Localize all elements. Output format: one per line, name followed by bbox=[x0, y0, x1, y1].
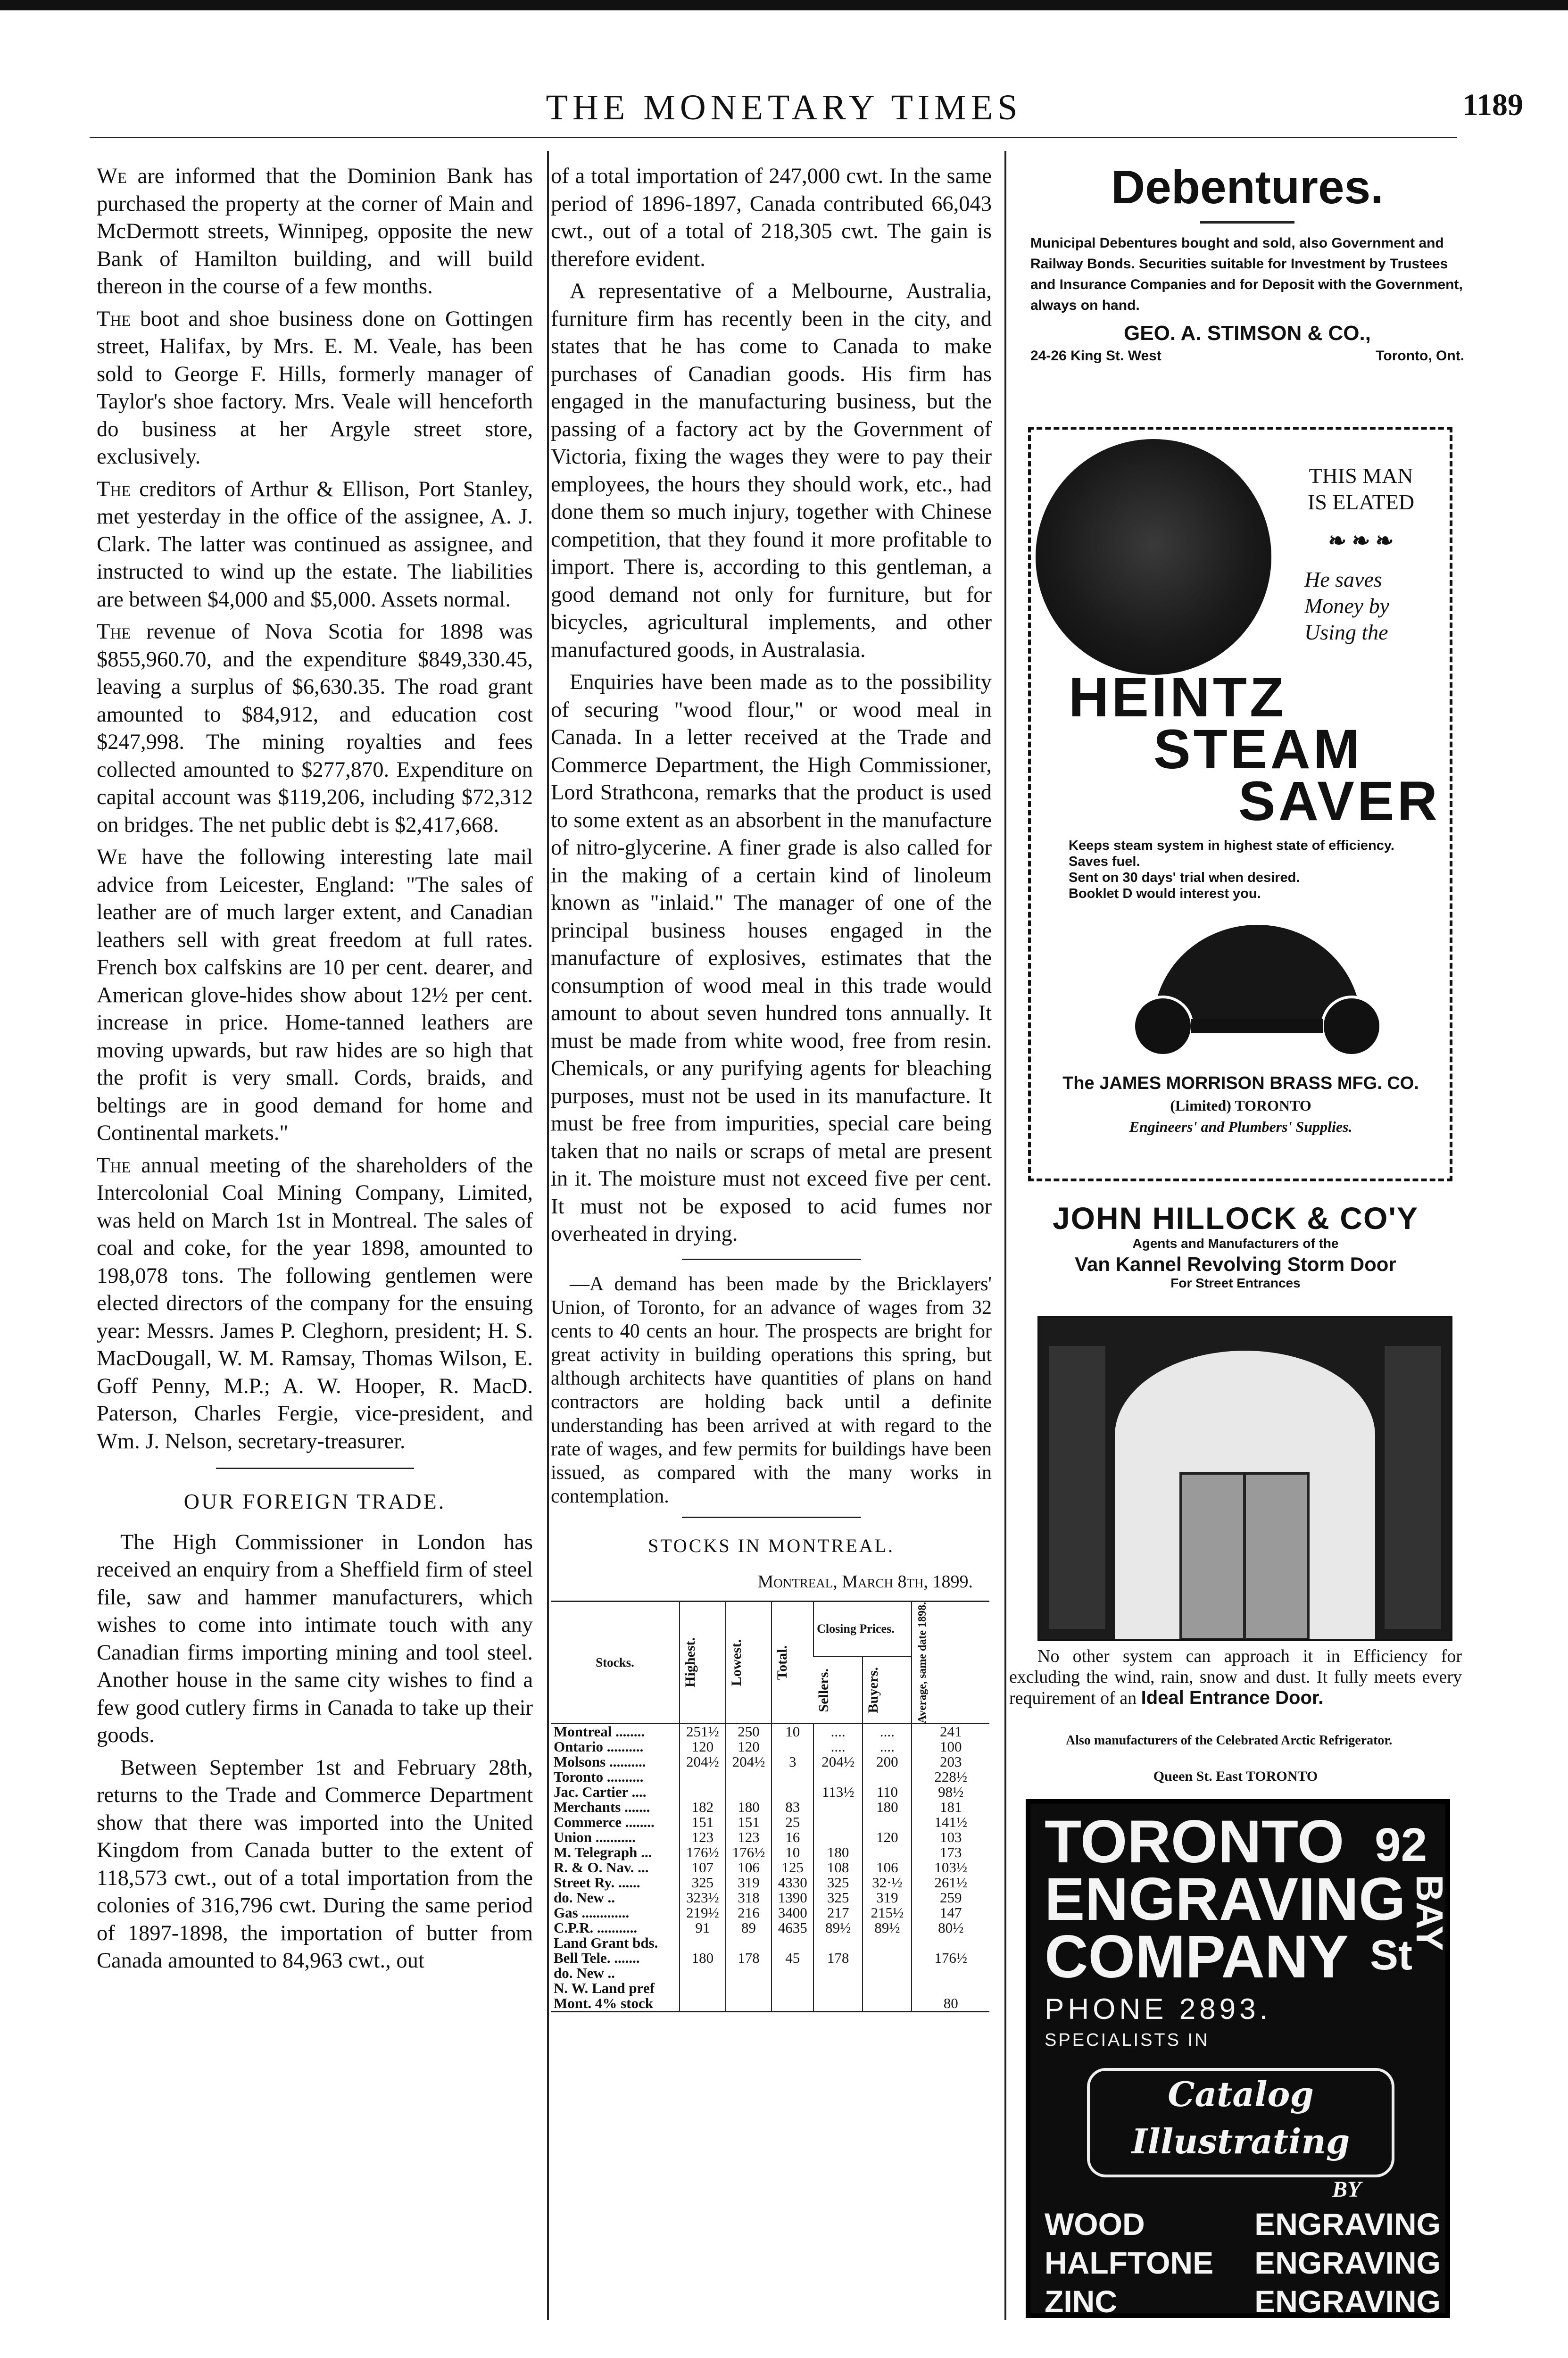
table-row bbox=[551, 1890, 989, 1905]
foreign-trade-heading: OUR FOREIGN TRADE. bbox=[183, 1489, 446, 1513]
stock-value bbox=[680, 1996, 726, 2012]
saves-line: He saves bbox=[1304, 567, 1382, 591]
article-paragraph: Enquiries have been made as to the possibility of securing "wood flour," or wood meal in Canada. In a letter received at the Trade and Commerce Department, the High Commissioner, Lord Strathcona, remarks that the product is used to some extent as an absorbent in the manufacture of nitro-glycerine. A finer grade is also called for in the making of a certain kind of linoleum known as "inlaid." The manager of one of the principal business houses engaged in the manufacture of explosives, estimates that the consumption of wood meal in this trade would amount to about seven hundred tons annually. It must be made from white wood, free from resin. Chemicals, or any purifying agents for bleaching purposes, must not be used in its manufacture. It must be free from impurities, special care being taken that no nails or scraps of metal are present in it. The moisture must not exceed five per cent. It must not be exposed to acid fumes nor overheated in drying. bbox=[551, 670, 992, 1246]
stock-value bbox=[863, 1966, 912, 1981]
storm-door-illustration bbox=[1037, 1316, 1452, 1641]
stock-value: 120 bbox=[863, 1830, 912, 1845]
engraving-bay: BAY bbox=[1409, 1875, 1451, 1951]
stock-value: 103 bbox=[912, 1830, 989, 1845]
stock-name: Montreal ........ bbox=[554, 1723, 645, 1740]
stock-value bbox=[813, 1769, 863, 1785]
lowest-col-header bbox=[726, 1601, 772, 1724]
table-row bbox=[551, 1905, 989, 1920]
stock-value: 228½ bbox=[912, 1769, 989, 1785]
lead-word: The bbox=[97, 307, 131, 331]
stock-name: Merchants ....... bbox=[554, 1798, 650, 1815]
hillock-for: For Street Entrances bbox=[1170, 1276, 1301, 1290]
stock-value bbox=[813, 1830, 863, 1845]
service-type: WOOD bbox=[1045, 2207, 1145, 2242]
stock-value bbox=[680, 1981, 726, 1996]
stock-value: 241 bbox=[912, 1724, 989, 1739]
sellers-col-header bbox=[813, 1657, 863, 1724]
toronto-engraving-ad bbox=[1026, 1799, 1450, 2318]
buyers-header: Buyers. bbox=[865, 1667, 881, 1713]
stock-value: 147 bbox=[912, 1905, 989, 1920]
stock-value: 10 bbox=[772, 1845, 813, 1860]
stock-value bbox=[680, 1769, 726, 1785]
stock-value: 141½ bbox=[912, 1815, 989, 1830]
stock-value: 180 bbox=[813, 1845, 863, 1860]
hillock-sub: Agents and Manufacturers of the bbox=[1132, 1236, 1339, 1251]
hillock-desc-bold: Ideal Entrance Door. bbox=[1141, 1687, 1324, 1708]
stocks-date: Montreal, March 8th, 1899. bbox=[757, 1572, 973, 1592]
stock-value: 203 bbox=[912, 1754, 989, 1769]
lead-word: We bbox=[97, 164, 127, 188]
sellers-header: Sellers. bbox=[816, 1668, 832, 1712]
stock-value: 261½ bbox=[912, 1875, 989, 1890]
stock-value: 325 bbox=[813, 1875, 863, 1890]
table-row bbox=[551, 1739, 989, 1754]
table-row bbox=[551, 1724, 989, 1739]
news-text: boot and shoe business done on Gottingen street, Halifax, by Mrs. E. M. Veale, has been sold to George F. Hills, formerly manager of Taylor's shoe factory. Mrs. Veale will henceforth do business at her Argyle street store, exclusively. bbox=[97, 307, 533, 469]
stock-value: 125 bbox=[772, 1860, 813, 1875]
service-type: HALFTONE bbox=[1045, 2245, 1214, 2280]
steam-word: STEAM bbox=[1153, 718, 1362, 780]
section-rule bbox=[216, 1468, 414, 1469]
stock-value: 173 bbox=[912, 1845, 989, 1860]
stock-value: 80½ bbox=[912, 1920, 989, 1935]
news-text: annual meeting of the shareholders of the Intercolonial Coal Mining Company, Limited, was held on March 1st in Montreal. The sales of coal and coke, for the year 1898, amounted to 198,078 tons. The following gentlemen were elected directors of the company for the ensuing year: Messrs. James P. Cleghorn, president; H. S. MacDougall, W. M. Ramsay, Thomas Wilson, E. Goff Penny, M.P.; A. W. Hooper, R. MacD. Paterson, Charles Fergie, vice-president, and Wm. J. Nelson, secretary-treasurer. bbox=[97, 1153, 533, 1453]
stock-value: 204½ bbox=[680, 1754, 726, 1769]
news-item bbox=[97, 476, 533, 614]
hillock-title: JOHN HILLOCK & CO'Y bbox=[1052, 1201, 1419, 1236]
stock-value bbox=[772, 1996, 813, 2012]
stock-value: 176½ bbox=[912, 1951, 989, 1966]
stock-name: Ontario .......... bbox=[554, 1738, 644, 1755]
debentures-ad bbox=[1030, 160, 1464, 364]
hillock-description bbox=[1009, 1646, 1462, 1709]
engraving-services bbox=[1045, 2205, 1441, 2321]
stock-value bbox=[863, 1935, 912, 1951]
stock-name: Bell Tele. ....... bbox=[554, 1949, 640, 1966]
news-text: have the following interesting late mail advice from Leicester, England: "The sales of leather are of much larger extent, and Canadian leathers sell with great freedom at full rates. French box calfskins are 10 per cent. dearer, and American glove-hides show about 12½ per cent. increase in price. Home-tanned leathers are moving upwards, but raw hides are so high that the profit is very small. Cords, braids, and beltings are in good demand for home and Continental markets." bbox=[97, 845, 533, 1145]
engraving-line: COMPANY bbox=[1045, 1923, 1349, 1991]
stock-name: Union ........... bbox=[554, 1828, 636, 1845]
man-portrait bbox=[1036, 439, 1271, 675]
total-col-header bbox=[772, 1601, 813, 1724]
service-row bbox=[1045, 2282, 1441, 2321]
column-rule-2 bbox=[1004, 151, 1006, 2320]
stock-value: 25 bbox=[772, 1815, 813, 1830]
stock-value: 319 bbox=[726, 1875, 772, 1890]
article-paragraph: A representative of a Melbourne, Australia, furniture firm has recently been in the city, and states that he has come to Canada to make purchases of Canadian goods. His firm has engaged in the manufacturing business, but the passing of a factory act by the Government of Victoria, fixing the wages they were to pay their employees, the hours they should work, etc., had done them so much injury, together with Chinese competition, that they found it more profitable to import. There is, according to this gentleman, a good demand not only for furniture, but for bicycles, agricultural implements, and other manufactured goods, in Australasia. bbox=[551, 279, 992, 662]
stock-value: 110 bbox=[863, 1785, 912, 1800]
hillock-also: Also manufacturers of the Celebrated Arctic Refrigerator. bbox=[1066, 1733, 1393, 1748]
stock-name: Commerce ........ bbox=[554, 1813, 655, 1830]
stocks-heading: STOCKS IN MONTREAL. bbox=[647, 1535, 895, 1556]
table-row bbox=[551, 1981, 989, 1996]
stock-value: 123 bbox=[726, 1830, 772, 1845]
column-rule-1 bbox=[547, 151, 549, 2320]
stock-value: 80 bbox=[912, 1996, 989, 2012]
stock-value bbox=[680, 1785, 726, 1800]
saves-line: Money by bbox=[1304, 594, 1390, 618]
stock-value: 178 bbox=[726, 1951, 772, 1966]
lowest-header: Lowest. bbox=[728, 1639, 744, 1686]
news-item bbox=[97, 1152, 533, 1456]
debentures-address: 24-26 King St. West bbox=[1030, 348, 1161, 364]
lead-word: The bbox=[97, 477, 131, 501]
news-item bbox=[97, 618, 533, 839]
hillock-address: Queen St. East TORONTO bbox=[1153, 1768, 1318, 1784]
table-row bbox=[551, 1920, 989, 1935]
heintz-steam-saver-ad bbox=[1028, 427, 1452, 1181]
stock-value: 151 bbox=[726, 1815, 772, 1830]
stock-value bbox=[912, 1966, 989, 1981]
stock-value: 216 bbox=[726, 1905, 772, 1920]
news-text: creditors of Arthur & Ellison, Port Stanley, met yesterday in the office of the assignee, A. J. Clark. The latter was continued as assignee, and instructed to wind up the estate. The liabilities are between $4,000 and $5,000. Assets normal. bbox=[97, 477, 533, 612]
stock-value bbox=[863, 1981, 912, 1996]
lead-word: The bbox=[97, 620, 131, 644]
highest-header: Highest. bbox=[682, 1637, 698, 1688]
middle-column bbox=[551, 163, 992, 2012]
foreign-trade-paragraph: The High Commissioner in London has received an enquiry from a Sheffield firm of steel file, saw and hammer manufacturers, which wishes to come into intimate touch with any Canadian firms importing mining and tool steel. Another house in the same city wishes to find a few good cutlery firms in Canada to take up their goods. bbox=[97, 1530, 533, 1747]
stock-value bbox=[813, 1935, 863, 1951]
stock-name: Jac. Cartier .... bbox=[554, 1783, 647, 1800]
table-row bbox=[551, 1754, 989, 1769]
stock-value: 120 bbox=[680, 1739, 726, 1754]
stock-value: 91 bbox=[680, 1920, 726, 1935]
service-kind: ENGRAVING bbox=[1254, 2284, 1441, 2319]
catalog-illustrating-scroll: Catalog Illustrating bbox=[1087, 2068, 1394, 2177]
page-number: 1189 bbox=[1462, 88, 1523, 122]
section-rule bbox=[682, 1517, 861, 1518]
stock-name: Toronto .......... bbox=[554, 1768, 644, 1785]
table-row bbox=[551, 1769, 989, 1785]
header-rule bbox=[90, 137, 1457, 138]
engraving-number: 92 bbox=[1375, 1818, 1427, 1871]
table-row bbox=[551, 1951, 989, 1966]
stock-value: 219½ bbox=[680, 1905, 726, 1920]
ornament: ❧ ❧ ❧ bbox=[1328, 529, 1394, 553]
news-item bbox=[97, 844, 533, 1147]
service-row bbox=[1045, 2243, 1441, 2282]
stock-value bbox=[863, 1815, 912, 1830]
stock-value: 180 bbox=[863, 1800, 912, 1815]
stock-value bbox=[726, 1981, 772, 1996]
stock-value: 107 bbox=[680, 1860, 726, 1875]
stocks-table bbox=[551, 1601, 989, 2012]
left-column bbox=[97, 163, 533, 1980]
heintz-word: HEINTZ bbox=[1069, 666, 1287, 729]
debentures-body: Municipal Debentures bought and sold, also Government and Railway Bonds. Securities suitable for Investment by Trustees and Insurance Companies and for Deposit with the Government, always on hand. bbox=[1030, 235, 1463, 313]
stock-value: 89½ bbox=[863, 1920, 912, 1935]
stock-value bbox=[772, 1739, 813, 1754]
stock-value: 204½ bbox=[813, 1754, 863, 1769]
stock-value bbox=[726, 1935, 772, 1951]
stock-value: .... bbox=[863, 1739, 912, 1754]
news-text: revenue of Nova Scotia for 1898 was $855,960.70, and the expenditure $849,330.45, leaving a surplus of $6,630.35. The road grant amounted to $84,912, and education cost $247,998. The mining royalties and fees collected amounted to $277,870. Expenditure on capital account was $119,206, including $72,312 on bridges. The net public debt is $2,417,668. bbox=[97, 620, 533, 837]
stock-value: 259 bbox=[912, 1890, 989, 1905]
stock-value: 98½ bbox=[912, 1785, 989, 1800]
stock-value bbox=[772, 1769, 813, 1785]
stock-value: 181 bbox=[912, 1800, 989, 1815]
stock-value: 120 bbox=[726, 1739, 772, 1754]
stock-name: Land Grant bds. bbox=[554, 1934, 658, 1951]
stock-name: Molsons .......... bbox=[554, 1753, 646, 1770]
stock-value bbox=[813, 1800, 863, 1815]
stock-value bbox=[726, 1996, 772, 2012]
stocks-col-header: Stocks. bbox=[596, 1655, 634, 1670]
foreign-trade-paragraph: Between September 1st and February 28th, returns to the Trade and Commerce Department show that there was imported into the United Kingdom from Canada butter to the extent of 118,573 cwt., out of a total importation from the colonies of 316,796 cwt. During the same period of 1897-1898, the importation of butter from Canada amounted to 84,963 cwt., out bbox=[97, 1755, 533, 1973]
debentures-firm: GEO. A. STIMSON & CO., bbox=[1124, 322, 1371, 345]
heintz-maker-trade: Engineers' and Plumbers' Supplies. bbox=[1129, 1118, 1352, 1135]
stock-value bbox=[726, 1785, 772, 1800]
stock-name: do. New .. bbox=[554, 1889, 615, 1906]
stock-value: 16 bbox=[772, 1830, 813, 1845]
stock-value: 323½ bbox=[680, 1890, 726, 1905]
table-row bbox=[551, 1966, 989, 1981]
stock-value: 113½ bbox=[813, 1785, 863, 1800]
stock-value: 4635 bbox=[772, 1920, 813, 1935]
total-header: Total. bbox=[774, 1645, 790, 1680]
lead-word: We bbox=[97, 845, 127, 869]
stock-value bbox=[772, 1966, 813, 1981]
table-row bbox=[551, 1860, 989, 1875]
service-kind: ENGRAVING bbox=[1254, 2207, 1441, 2242]
engraving-line: TORONTO bbox=[1045, 1808, 1344, 1876]
stock-value: 1390 bbox=[772, 1890, 813, 1905]
steam-saver-device-icon bbox=[1125, 906, 1389, 1066]
stock-value bbox=[726, 1966, 772, 1981]
stock-value: 182 bbox=[680, 1800, 726, 1815]
stock-value: 215½ bbox=[863, 1905, 912, 1920]
engraving-st: St bbox=[1370, 1932, 1412, 1979]
debentures-title: Debentures. bbox=[1111, 161, 1384, 214]
stock-value: 200 bbox=[863, 1754, 912, 1769]
news-item bbox=[97, 163, 533, 301]
service-row bbox=[1045, 2205, 1441, 2243]
table-row bbox=[551, 1830, 989, 1845]
stock-value bbox=[813, 1996, 863, 2012]
stock-value bbox=[863, 1951, 912, 1966]
stock-value: 3400 bbox=[772, 1905, 813, 1920]
stock-value: 10 bbox=[772, 1724, 813, 1739]
stock-value: 106 bbox=[863, 1860, 912, 1875]
stock-value: 176½ bbox=[726, 1845, 772, 1860]
lead-word: The bbox=[97, 1153, 131, 1178]
buyers-col-header bbox=[863, 1657, 912, 1724]
stock-value: 89½ bbox=[813, 1920, 863, 1935]
stock-value bbox=[726, 1769, 772, 1785]
bricklayers-item: —A demand has been made by the Bricklayers' Union, of Toronto, for an advance of wages from 32 cents to 40 cents an hour. The prospects are bright for great activity in building operations this spring, but although architects have quantities of plans on hand contractors are holding back until a definite understanding has been arrived at with regard to the rate of wages, and few permits for buildings have been issued, as compared with the many works in contemplation. bbox=[551, 1273, 992, 1507]
stock-value bbox=[680, 1966, 726, 1981]
stock-value: 176½ bbox=[680, 1845, 726, 1860]
news-item bbox=[97, 306, 533, 471]
stock-value: 45 bbox=[772, 1951, 813, 1966]
stock-value: 180 bbox=[680, 1951, 726, 1966]
stock-value: 4330 bbox=[772, 1875, 813, 1890]
table-row bbox=[551, 1996, 989, 2012]
stock-name: do. New .. bbox=[554, 1964, 615, 1981]
stock-value: 204½ bbox=[726, 1754, 772, 1769]
news-text: are informed that the Dominion Bank has purchased the property at the corner of Main and McDermott streets, Winnipeg, opposite the new Bank of Hamilton building, and will build thereon in the course of a few months. bbox=[97, 164, 533, 299]
table-row bbox=[551, 1815, 989, 1830]
stock-value bbox=[863, 1845, 912, 1860]
stock-value: 180 bbox=[726, 1800, 772, 1815]
stock-value: 318 bbox=[726, 1890, 772, 1905]
stock-value: 83 bbox=[772, 1800, 813, 1815]
stock-value: 123 bbox=[680, 1830, 726, 1845]
section-rule bbox=[682, 1259, 861, 1260]
table-row bbox=[551, 1935, 989, 1951]
stock-value bbox=[813, 1815, 863, 1830]
stock-value: 103½ bbox=[912, 1860, 989, 1875]
stock-value: 89 bbox=[726, 1920, 772, 1935]
average-header: Average, same date 1898. bbox=[916, 1602, 929, 1723]
table-row bbox=[551, 1875, 989, 1890]
saves-line: Using the bbox=[1304, 620, 1388, 644]
stock-value: 325 bbox=[813, 1890, 863, 1905]
engraving-phone: PHONE 2893. bbox=[1045, 1993, 1271, 2026]
debentures-address-line bbox=[1030, 348, 1464, 364]
engraving-name bbox=[1045, 1808, 1406, 1991]
stock-value: 178 bbox=[813, 1951, 863, 1966]
stocks-table-body bbox=[551, 1724, 989, 2012]
table-row bbox=[551, 1800, 989, 1815]
heintz-points: Keeps steam system in highest state of efficiency. Saves fuel. Sent on 30 days' trial when desired. Booklet D would interest you. bbox=[1069, 838, 1394, 901]
stock-value: 151 bbox=[680, 1815, 726, 1830]
debentures-city: Toronto, Ont. bbox=[1376, 348, 1464, 364]
debentures-rule bbox=[1200, 221, 1294, 224]
average-col-header bbox=[912, 1601, 989, 1724]
page-header bbox=[0, 83, 1568, 139]
highest-col-header bbox=[680, 1601, 726, 1724]
stock-value bbox=[680, 1935, 726, 1951]
stock-value bbox=[863, 1996, 912, 2012]
stock-value: 217 bbox=[813, 1905, 863, 1920]
stock-value: 100 bbox=[912, 1739, 989, 1754]
table-row bbox=[551, 1785, 989, 1800]
stock-value bbox=[772, 1935, 813, 1951]
stock-name: C.P.R. ........... bbox=[554, 1919, 638, 1936]
heintz-maker-city: (Limited) TORONTO bbox=[1170, 1097, 1311, 1114]
stock-value: 319 bbox=[863, 1890, 912, 1905]
stock-name: M. Telegraph ... bbox=[554, 1843, 652, 1860]
stock-value bbox=[912, 1981, 989, 1996]
engraving-line: ENGRAVING bbox=[1045, 1866, 1406, 1933]
stock-value bbox=[912, 1935, 989, 1951]
heintz-caption bbox=[1276, 463, 1446, 646]
service-kind: ENGRAVING bbox=[1254, 2245, 1441, 2280]
stock-name: N. W. Land pref bbox=[554, 1979, 655, 1996]
stock-name: R. & O. Nav. ... bbox=[554, 1859, 649, 1876]
closing-prices-header: Closing Prices. bbox=[813, 1601, 912, 1657]
article-paragraph: of a total importation of 247,000 cwt. In the same period of 1896-1897, Canada contributed 66,043 cwt., out of a total of 218,305 cwt. The gain is therefore evident. bbox=[551, 164, 992, 271]
hillock-product: Van Kannel Revolving Storm Door bbox=[1075, 1253, 1396, 1275]
hillock-desc-text: No other system can approach it in Efficiency for excluding the wind, rain, snow and dust. It fully meets every requirement of an bbox=[1009, 1646, 1462, 1708]
stock-name: Street Ry. ...... bbox=[554, 1874, 640, 1891]
masthead-title: THE MONETARY TIMES bbox=[546, 88, 1022, 127]
stock-value: 32·½ bbox=[863, 1875, 912, 1890]
caption-line: IS ELATED bbox=[1307, 490, 1415, 514]
stock-value bbox=[772, 1981, 813, 1996]
stock-value: .... bbox=[863, 1724, 912, 1739]
stock-value: .... bbox=[813, 1739, 863, 1754]
stock-value: 250 bbox=[726, 1724, 772, 1739]
stock-value: 325 bbox=[680, 1875, 726, 1890]
table-row bbox=[551, 1845, 989, 1860]
stock-name: Gas ............. bbox=[554, 1904, 630, 1921]
engraving-by: BY bbox=[1332, 2177, 1361, 2202]
top-border bbox=[0, 0, 1568, 10]
revolving-door-icon bbox=[1039, 1318, 1451, 1639]
stock-name: Mont. 4% stock bbox=[554, 1994, 653, 2011]
stock-value bbox=[772, 1785, 813, 1800]
hillock-ad bbox=[1009, 1200, 1462, 1291]
engraving-specialists: SPECIALISTS IN bbox=[1045, 2030, 1210, 2050]
stock-value: 251½ bbox=[680, 1724, 726, 1739]
saver-word: SAVER bbox=[1238, 770, 1440, 832]
caption-line: THIS MAN bbox=[1309, 464, 1413, 488]
stock-value bbox=[813, 1981, 863, 1996]
stock-value bbox=[863, 1769, 912, 1785]
stock-value: 3 bbox=[772, 1754, 813, 1769]
service-type: ZINC bbox=[1045, 2284, 1117, 2319]
stock-value: 108 bbox=[813, 1860, 863, 1875]
stock-value: 106 bbox=[726, 1860, 772, 1875]
stock-value: .... bbox=[813, 1724, 863, 1739]
heintz-maker: The JAMES MORRISON BRASS MFG. CO. bbox=[1062, 1073, 1419, 1093]
stock-value bbox=[813, 1966, 863, 1981]
